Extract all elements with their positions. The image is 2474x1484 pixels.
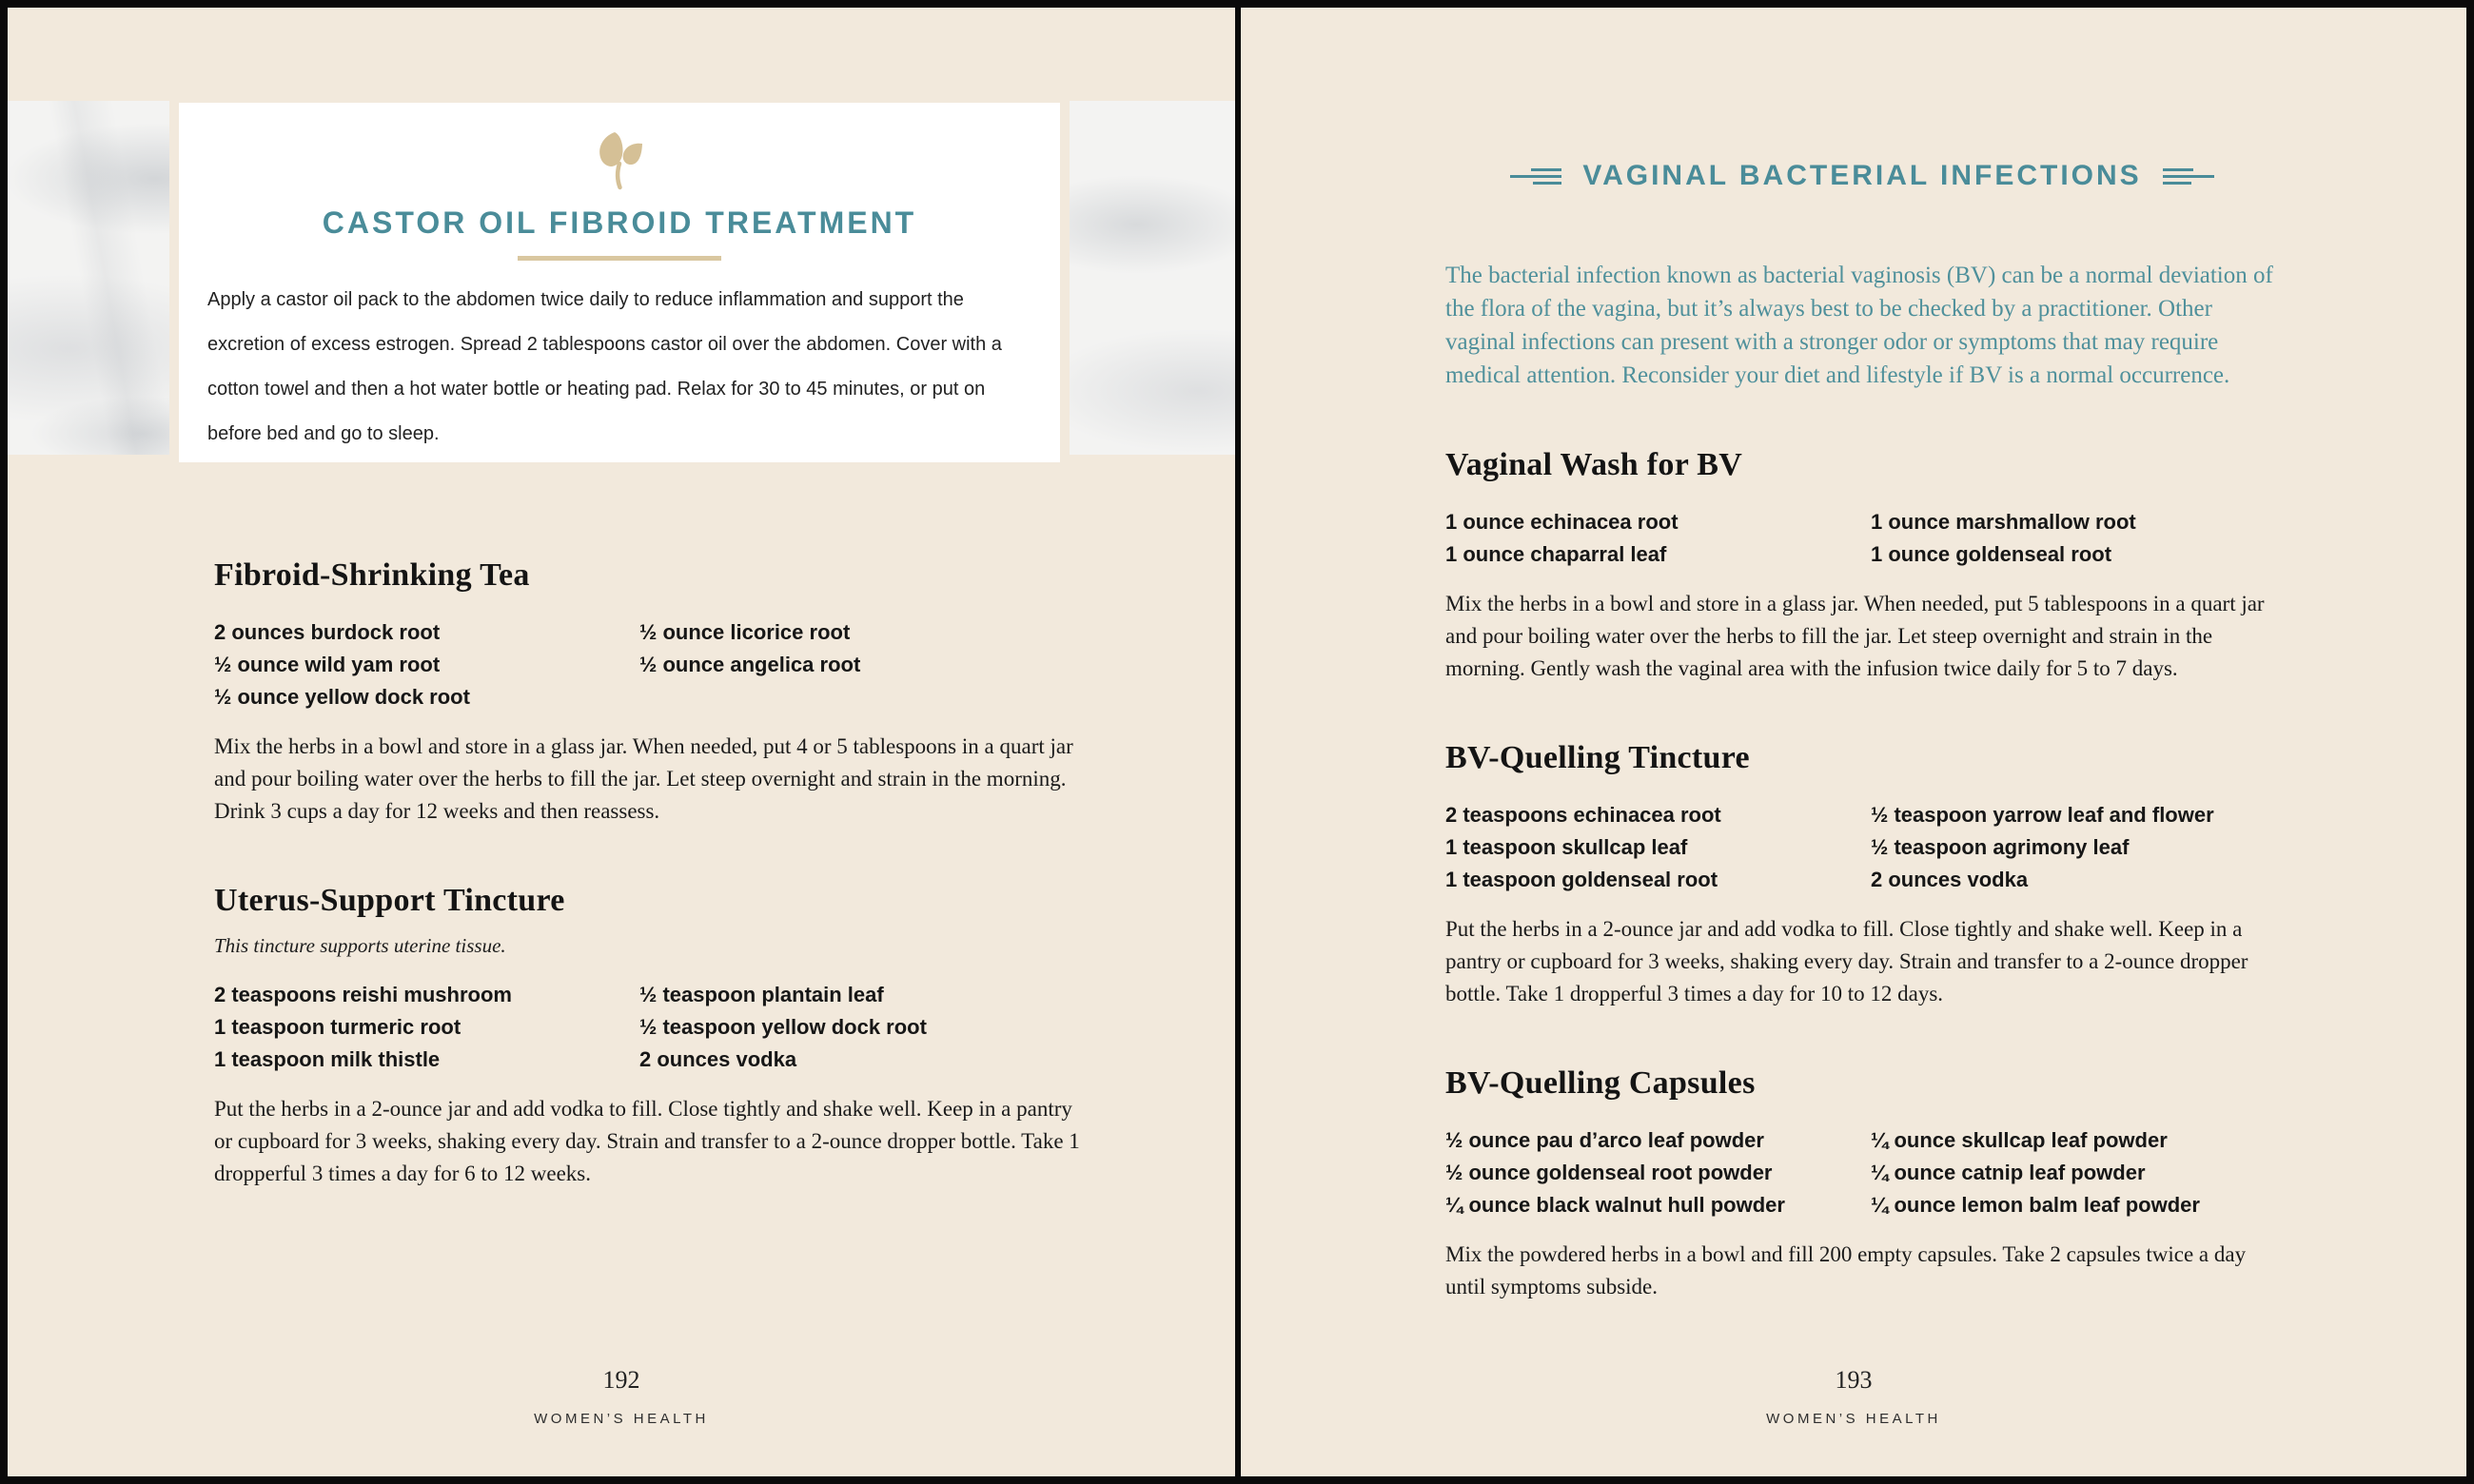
- section-heading: [1445, 141, 2279, 211]
- ingredient-item: 2 ounces vodka: [1871, 868, 2029, 892]
- page-number: 192: [602, 1366, 640, 1394]
- ingredient-column-1: [214, 616, 639, 713]
- ingredient-column-2: [639, 979, 927, 1076]
- ingredient-item: 1 teaspoon milk thistle: [214, 1047, 441, 1071]
- flourish-line: [1533, 182, 1561, 185]
- ingredient-list: [214, 979, 1090, 1076]
- ingredient-column-2: [1871, 1124, 2200, 1221]
- ingredient-column-1: [1445, 506, 1871, 571]
- flourish-line: [2163, 168, 2193, 171]
- ingredient-item: ¼ ounce black walnut hull powder: [1445, 1193, 1785, 1218]
- ingredient-item: 1 ounce marshmallow root: [1871, 510, 2136, 535]
- ingredient-column-1: [214, 979, 639, 1076]
- recipe-title: Vaginal Wash for BV: [1445, 447, 1743, 483]
- ingredient-item: ½ ounce angelica root: [639, 653, 861, 676]
- recipe-note: This tincture supports uterine tissue.: [214, 934, 506, 957]
- ingredient-list: [1445, 506, 2279, 571]
- flourish-line: [1531, 168, 1561, 171]
- ingredient-item: ½ teaspoon yarrow leaf and flower: [1871, 803, 2214, 828]
- ingredient-item: ¼ ounce lemon balm leaf powder: [1871, 1193, 2200, 1218]
- title-underline: [518, 256, 721, 261]
- recipe-title: Fibroid-Shrinking Tea: [214, 557, 530, 593]
- page-number: 193: [1835, 1366, 1873, 1394]
- recipe-instructions: Mix the herbs in a bowl and store in a glass jar. When needed, put 5 tablespoons in a quart jar and pour boiling water over the herbs to fill the jar. Let steep overnight and strain in the morning. Gently wash the vaginal area with the infusion twice daily for 5 to 7 days.: [1445, 592, 2265, 681]
- page-footer: [1241, 1366, 2466, 1427]
- recipe-instructions: Put the herbs in a 2-ounce jar and add vodka to fill. Close tightly and shake well. Keep in a pantry or cupboard for 3 weeks, shaking every day. Strain and transfer to a 2-ounce dropper bottle. Take 1 dropperful 3 times a day for 10 to 12 days.: [1445, 917, 2248, 1006]
- section-title: VAGINAL BACTERIAL INFECTIONS: [1582, 160, 2142, 192]
- recipe-fibroid-shrinking-tea: [214, 557, 1090, 828]
- recipe-instructions: Mix the herbs in a bowl and store in a glass jar. When needed, put 4 or 5 tablespoons in a quart jar and pour boiling water over the herbs to fill the jar. Let steep overnight and strain in the morning. Drink 3 cups a day for 12 weeks and then reassess.: [214, 734, 1073, 823]
- recipe-title: Uterus-Support Tincture: [214, 883, 565, 918]
- ingredient-item: ½ teaspoon yellow dock root: [639, 1015, 927, 1039]
- page-right: [1241, 8, 2466, 1476]
- leaf-icon: [594, 131, 645, 190]
- ingredient-item: ¼ ounce skullcap leaf powder: [1871, 1128, 2168, 1153]
- recipe-uterus-support-tincture: [214, 883, 1090, 1190]
- left-page-content: [214, 557, 1090, 1190]
- flourish-line: [2163, 182, 2191, 185]
- speed-lines-icon: [2163, 168, 2214, 185]
- ingredient-item: 2 teaspoons reishi mushroom: [214, 983, 512, 1006]
- right-page-content: [1445, 141, 2279, 1303]
- section-intro: The bacterial infection known as bacterial vaginosis (BV) can be a normal deviation of the flora of the vagina, but it’s always best to be checked by a practitioner. Other vaginal infections can present with a stronger odor or symptoms that may require medical attention. Reconsider your diet and lifestyle if BV is a normal occurrence.: [1445, 263, 2273, 389]
- ingredient-item: 2 ounces burdock root: [214, 620, 441, 644]
- running-title: WOMEN’S HEALTH: [534, 1411, 709, 1427]
- ingredient-column-2: [1871, 799, 2214, 896]
- ingredient-item: 1 teaspoon skullcap leaf: [1445, 835, 1688, 860]
- recipe-instructions: Mix the powdered herbs in a bowl and fill 200 empty capsules. Take 2 capsules twice a day until symptoms subside.: [1445, 1242, 2247, 1299]
- ingredient-column-1: [1445, 1124, 1871, 1221]
- ingredient-item: 2 ounces vodka: [639, 1047, 797, 1071]
- ingredient-column-2: [639, 616, 860, 713]
- ingredient-item: ½ ounce yellow dock root: [214, 685, 470, 709]
- recipe-bv-quelling-capsules: [1445, 1065, 2279, 1303]
- ingredient-item: 1 ounce chaparral leaf: [1445, 542, 1667, 567]
- recipe-title: BV-Quelling Tincture: [1445, 740, 1750, 776]
- recipe-bv-quelling-tincture: [1445, 740, 2279, 1010]
- ingredient-item: 1 teaspoon turmeric root: [214, 1015, 461, 1039]
- treatment-box: [179, 103, 1060, 462]
- ingredient-list: [1445, 799, 2279, 896]
- recipe-instructions: Put the herbs in a 2-ounce jar and add vodka to fill. Close tightly and shake well. Keep in a pantry or cupboard for 3 weeks, shaking every day. Strain and transfer to a 2-ounce dropper bottle. Take 1 dropperful 3 times a day for 6 to 12 weeks.: [214, 1097, 1080, 1185]
- speed-lines-icon: [1510, 168, 1561, 185]
- page-left: [8, 8, 1235, 1476]
- ingredient-list: [214, 616, 1090, 713]
- ingredient-item: ½ ounce pau d’arco leaf powder: [1445, 1128, 1764, 1153]
- treatment-body: Apply a castor oil pack to the abdomen twice daily to reduce inflammation and support the excretion of excess estrogen. Spread 2 tablespoons castor oil over the abdomen. Cover with a cotton towel and then a hot water bottle or heating pad. Relax for 30 to 45 minutes, or put on before bed and go to sleep.: [207, 289, 1002, 444]
- ingredient-item: ½ ounce wild yam root: [214, 653, 441, 676]
- recipe-title: BV-Quelling Capsules: [1445, 1065, 1756, 1102]
- recipe-vaginal-wash-for-bv: [1445, 447, 2279, 685]
- page-footer: [8, 1366, 1235, 1427]
- ingredient-item: 1 ounce echinacea root: [1445, 510, 1679, 535]
- running-title: WOMEN’S HEALTH: [1766, 1411, 1941, 1427]
- ingredient-item: ½ teaspoon agrimony leaf: [1871, 835, 2130, 860]
- ingredient-item: ¼ ounce catnip leaf powder: [1871, 1161, 2146, 1185]
- ingredient-list: [1445, 1124, 2279, 1221]
- ingredient-item: ½ teaspoon plantain leaf: [639, 983, 884, 1006]
- ingredient-item: 1 teaspoon goldenseal root: [1445, 868, 1718, 892]
- flourish-line: [2163, 175, 2214, 178]
- ingredient-column-1: [1445, 799, 1871, 896]
- ingredient-item: 2 teaspoons echinacea root: [1445, 803, 1721, 828]
- flourish-line: [1510, 175, 1561, 178]
- treatment-title: CASTOR OIL FIBROID TREATMENT: [322, 205, 917, 240]
- ingredient-column-2: [1871, 506, 2136, 571]
- ingredient-item: 1 ounce goldenseal root: [1871, 542, 2112, 567]
- ingredient-item: ½ ounce goldenseal root powder: [1445, 1161, 1773, 1185]
- ingredient-item: ½ ounce licorice root: [639, 620, 851, 644]
